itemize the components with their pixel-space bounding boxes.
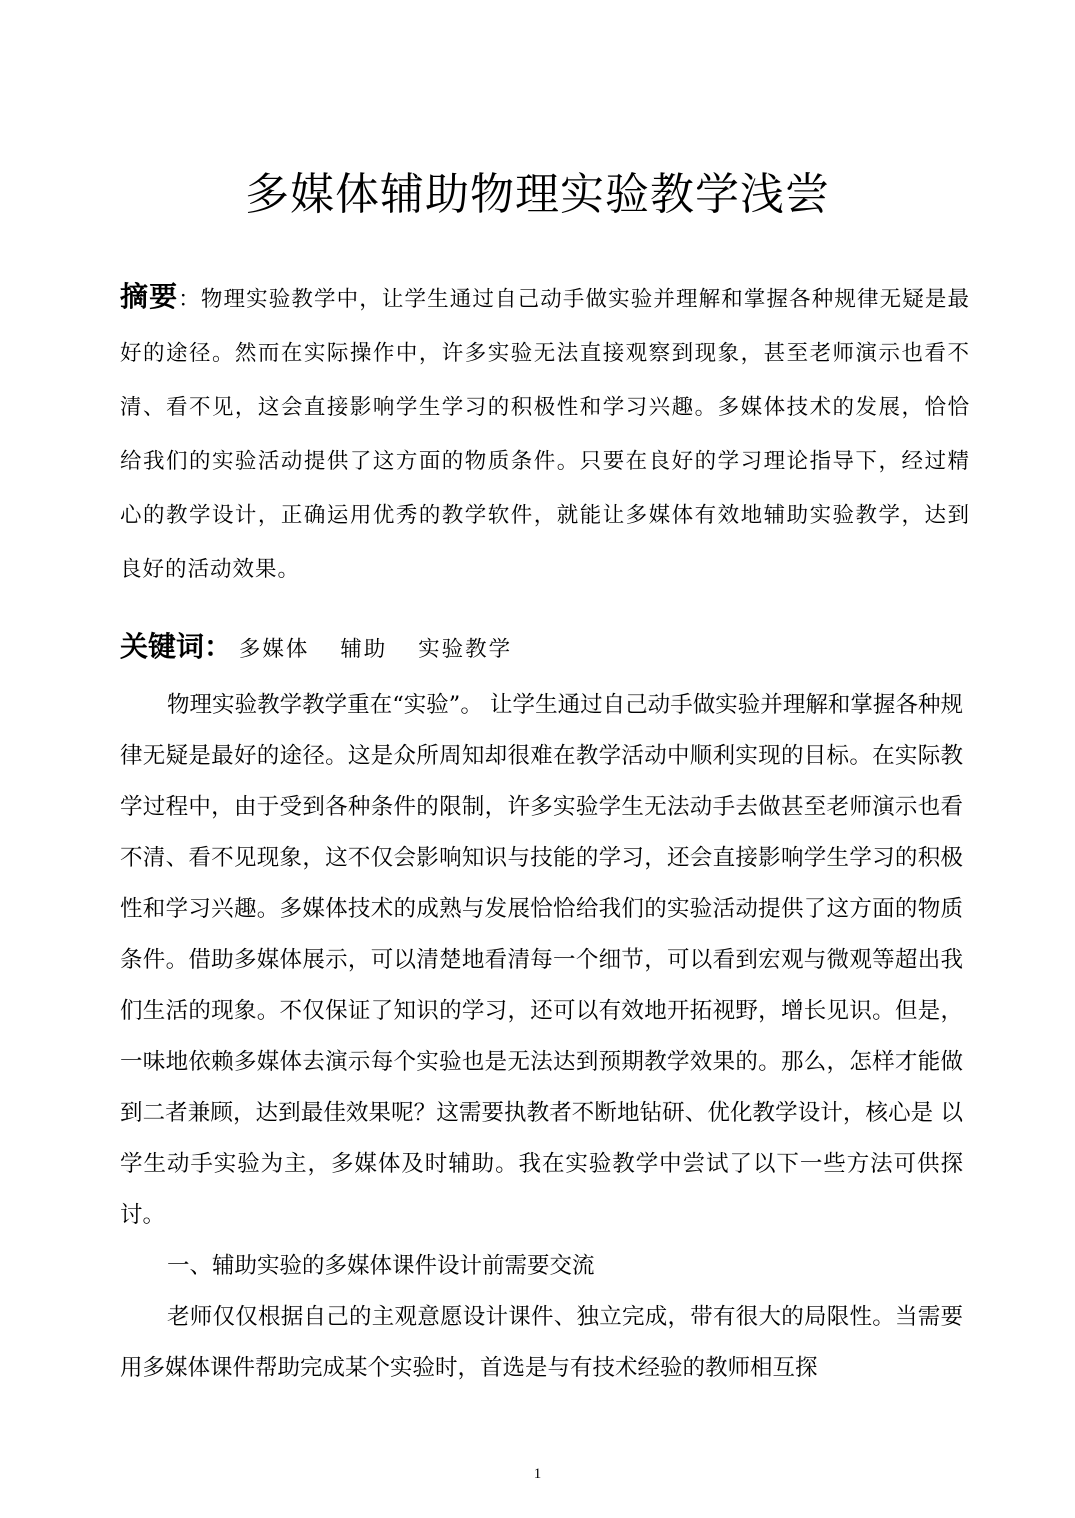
section-heading: 一、辅助实验的多媒体课件设计前需要交流 bbox=[167, 1253, 595, 1279]
keywords-section bbox=[120, 620, 970, 677]
document-title: 多媒体辅助物理实验教学浅尝 bbox=[245, 169, 830, 220]
abstract-section bbox=[120, 270, 970, 597]
keyword-item: 实验教学 bbox=[418, 637, 513, 662]
page-number: 1 bbox=[533, 1466, 542, 1482]
keywords-label: 关键词： bbox=[120, 630, 233, 663]
abstract-colon: ： bbox=[178, 287, 201, 312]
body-text bbox=[120, 680, 963, 1394]
keyword-item: 多媒体 bbox=[238, 637, 310, 662]
abstract-label: 摘要 bbox=[120, 280, 179, 313]
keyword-item: 辅助 bbox=[340, 637, 388, 662]
body-paragraph: 物理实验教学教学重在“实验”。 让学生通过自己动手做实验并理解和掌握各种规律无疑是最好的途径。这是众所周知却很难在教学活动中顺利实现的目标。在实际教学过程中，由于受到各种条件的限制，许多实验学生无法动手去做甚至老师演示也看不清、看不见现象，这不仅会影响知识与技能的学习，还会直接影响学生学习的积极性和学习兴趣。多媒体技术的成熟与发展恰恰给我们的实验活动提供了这方面的物质条件。借助多媒体展示，可以清楚地看清每一个细节，可以看到宏观与微观等超出我们生活的现象。不仅保证了知识的学习，还可以有效地开拓视野，增长见识。但是，一味地依赖多媒体去演示每个实验也是无法达到预期教学效果的。那么，怎样才能做到二者兼顾，达到最佳效果呢？这需要执教者不断地钻研、优化教学设计，核心是 以学生动手实验为主，多媒体及时辅助。我在实验教学中尝试了以下一些方法可供探讨。 bbox=[120, 692, 963, 1228]
abstract-text: 物理实验教学中，让学生通过自己动手做实验并理解和掌握各种规律无疑是最好的途径。然而在实际操作中，许多实验无法直接观察到现象，甚至老师演示也看不清、看不见，这会直接影响学生学习的积极性和学习兴趣。多媒体技术的发展，恰恰给我们的实验活动提供了这方面的物质条件。只要在良好的学习理论指导下，经过精心的教学设计，正确运用优秀的教学软件，就能让多媒体有效地辅助实验教学，达到良好的活动效果。 bbox=[120, 287, 970, 582]
body-paragraph: 老师仅仅根据自己的主观意愿设计课件、独立完成，带有很大的局限性。当需要用多媒体课件帮助完成某个实验时，首选是与有技术经验的教师相互探 bbox=[120, 1304, 963, 1381]
